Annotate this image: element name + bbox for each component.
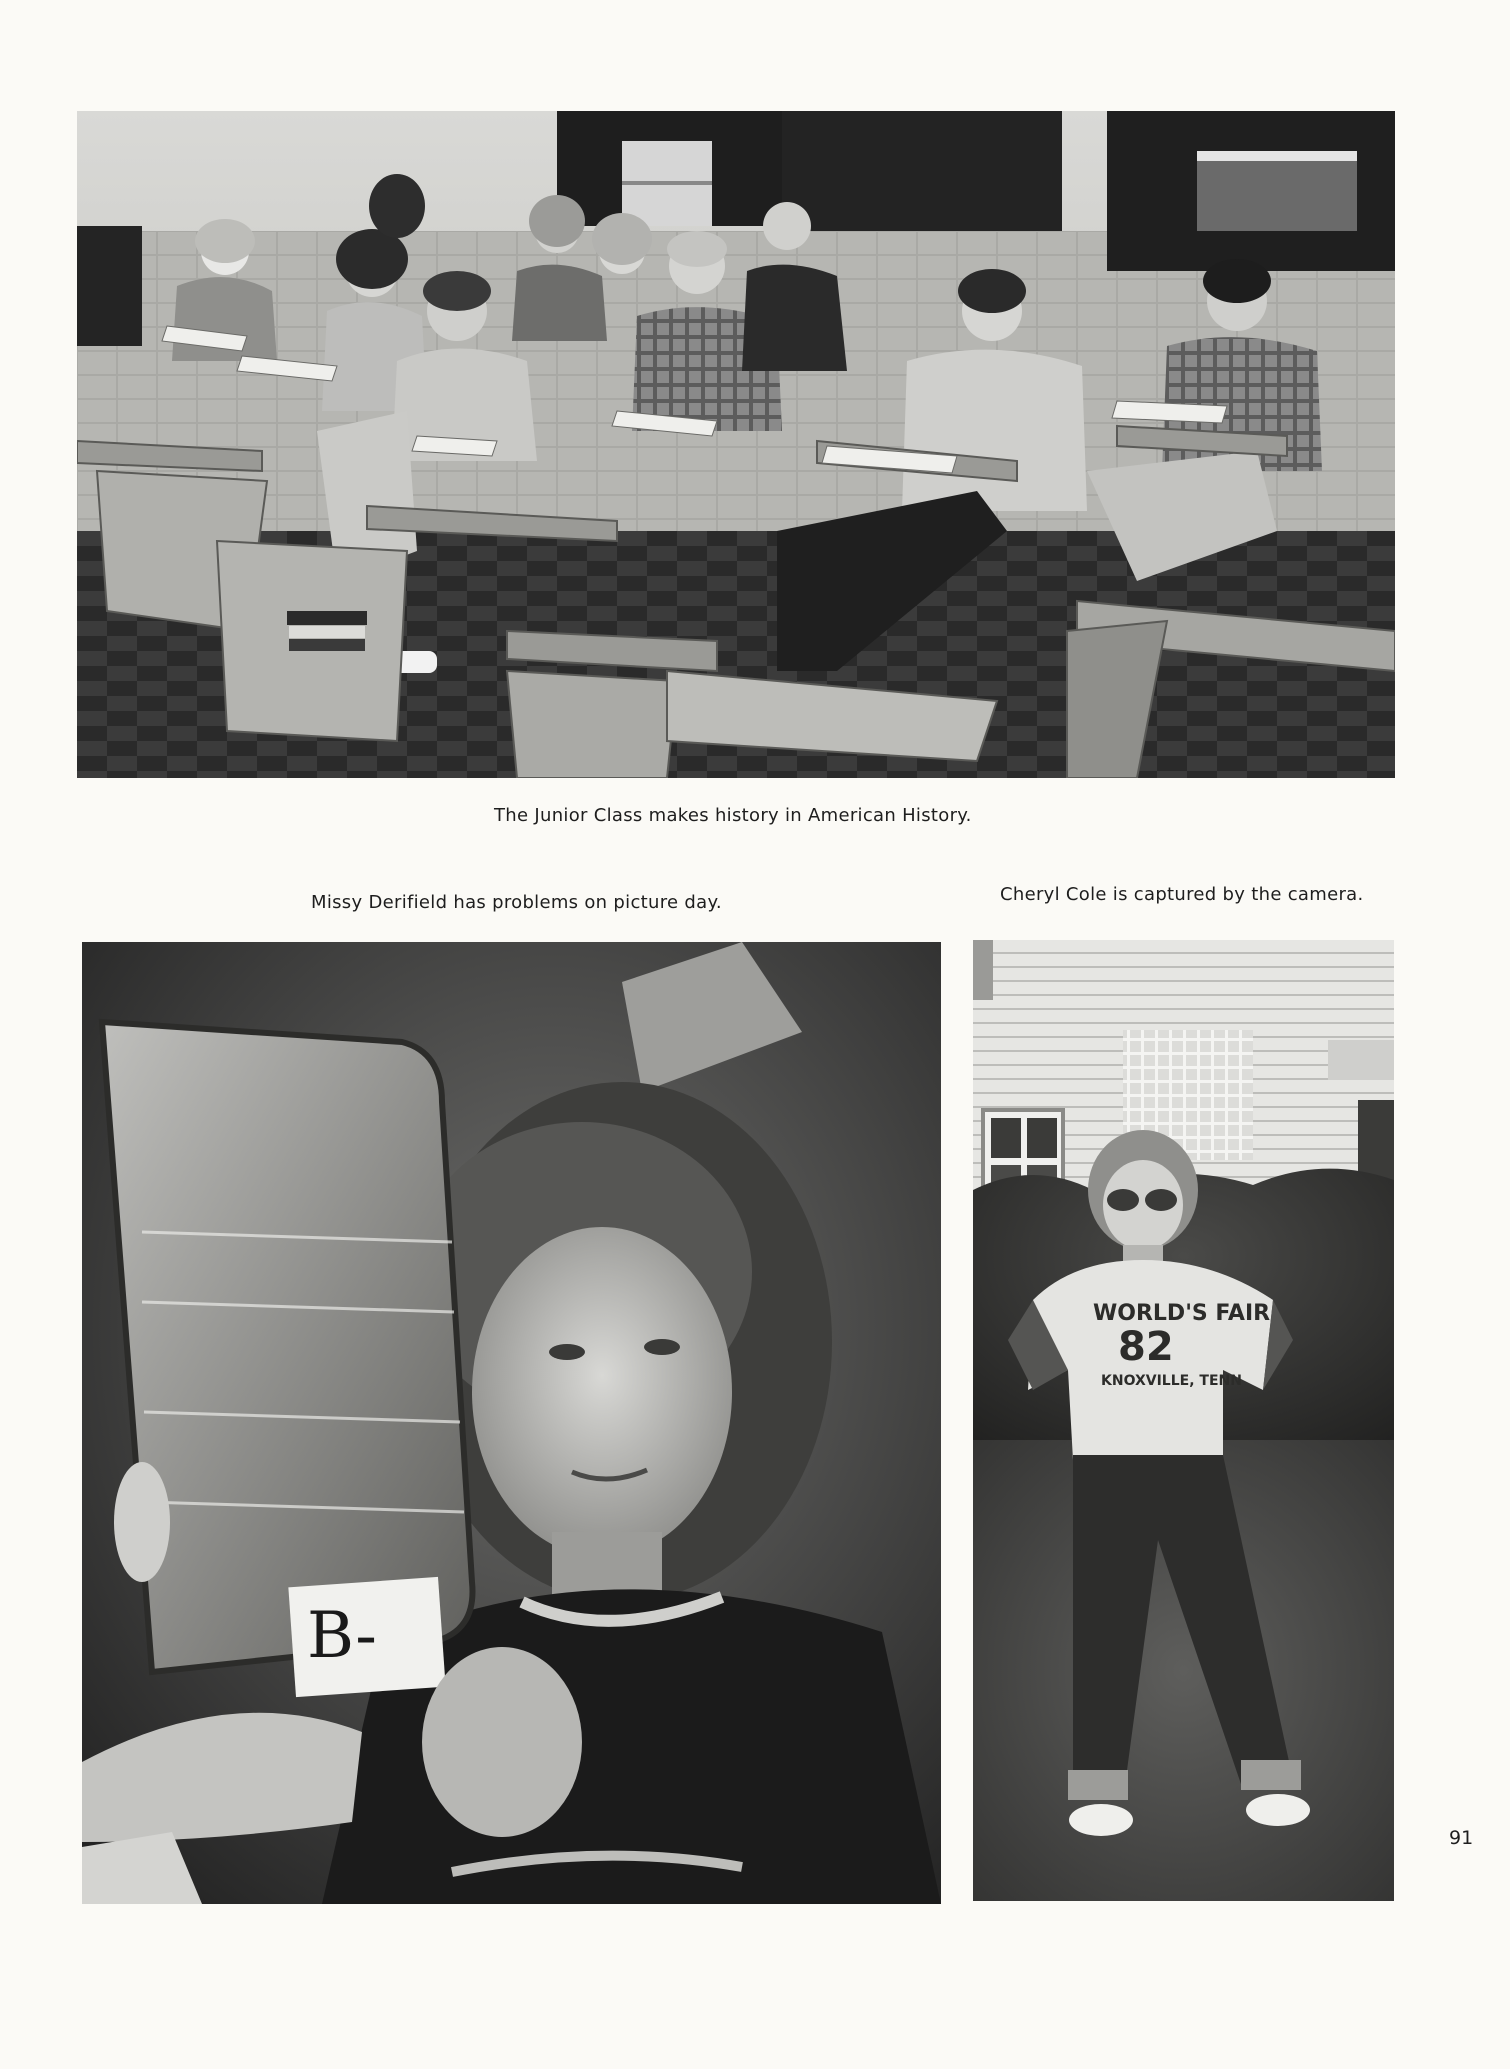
- portrait-outdoors-illustration: [973, 940, 1394, 1901]
- classroom-caption: The Junior Class makes history in American History.: [494, 805, 972, 826]
- classroom-photo: [77, 111, 1395, 778]
- svg-text:WORLD'S FAIR: WORLD'S FAIR: [1093, 1301, 1271, 1326]
- picture-day-illustration: [82, 942, 941, 1904]
- portrait-outdoors-photo: [973, 940, 1394, 1901]
- portrait-outdoors-caption: Cheryl Cole is captured by the camera.: [1000, 884, 1364, 905]
- picture-day-caption: Missy Derifield has problems on picture day.: [311, 892, 722, 913]
- svg-text:82: 82: [1118, 1324, 1174, 1370]
- picture-day-photo: [82, 942, 941, 1904]
- classroom-illustration: [77, 111, 1395, 778]
- svg-text:B-: B-: [307, 1599, 377, 1673]
- svg-text:KNOXVILLE, TENN: KNOXVILLE, TENN: [1101, 1373, 1242, 1389]
- page-number: 91: [1449, 1827, 1474, 1849]
